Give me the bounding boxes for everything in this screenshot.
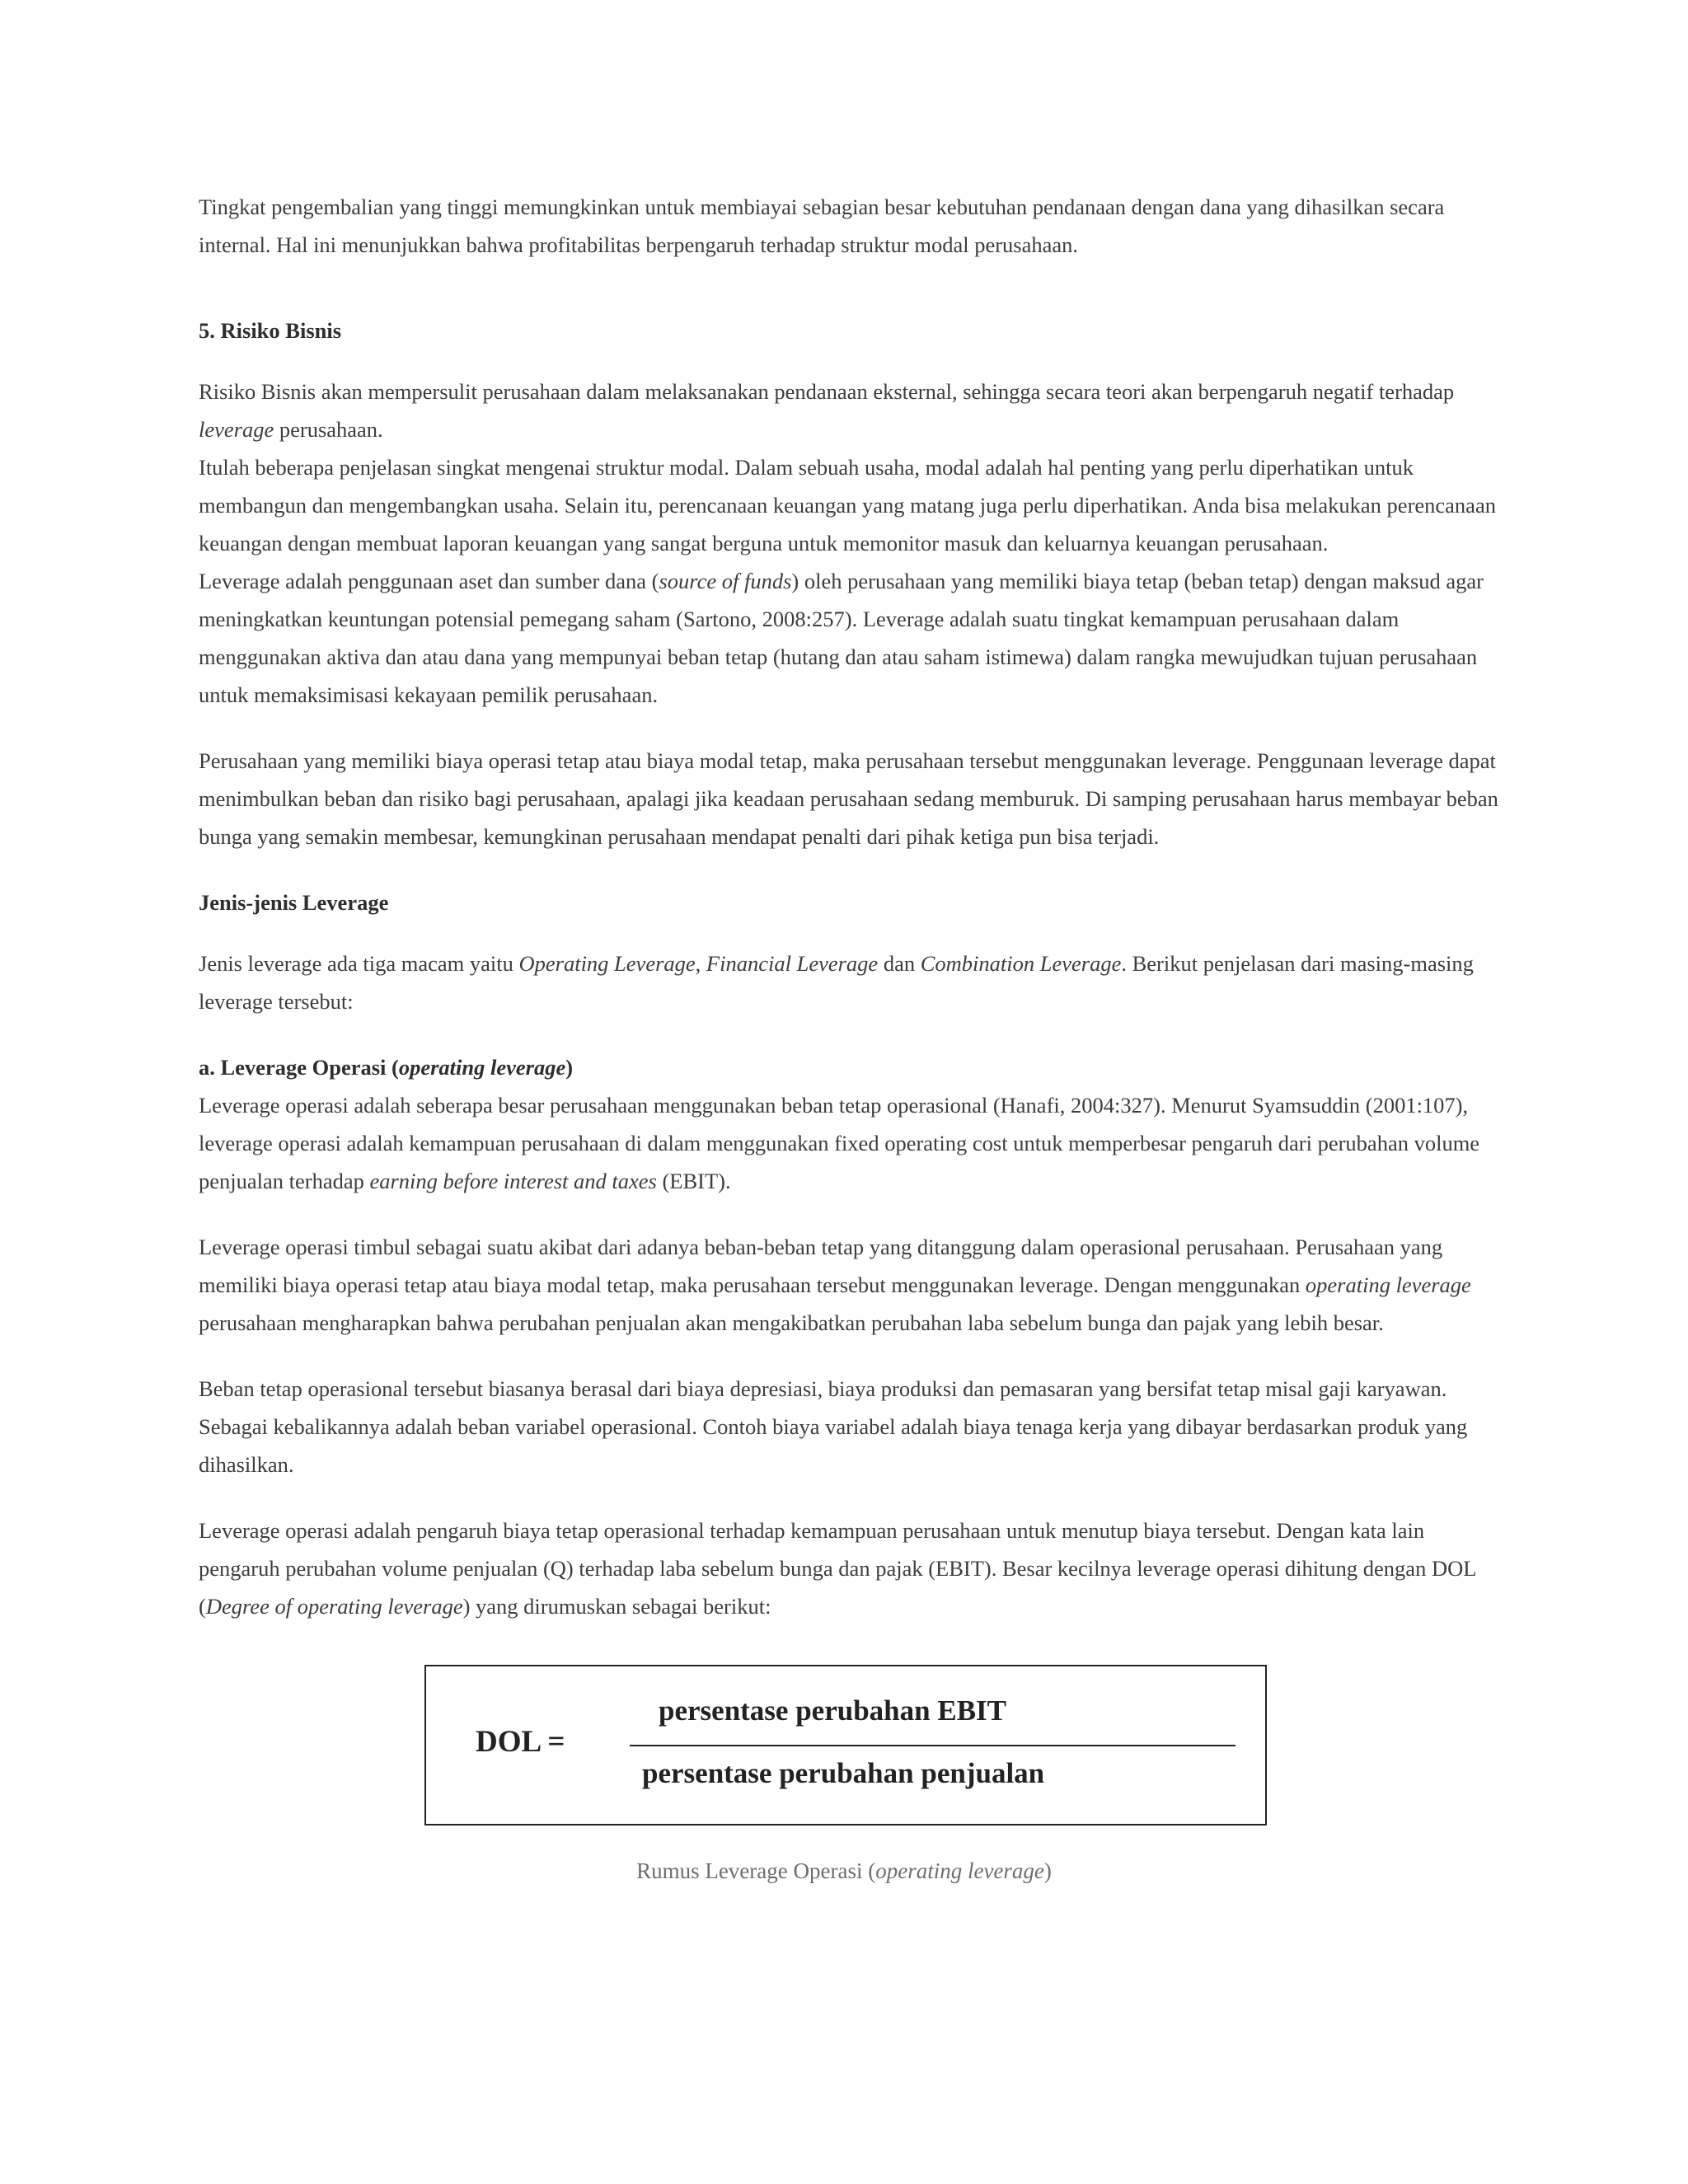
text: dan — [878, 951, 921, 976]
emphasis: Combination Leverage — [920, 951, 1122, 976]
heading-jenis-leverage: Jenis-jenis Leverage — [199, 890, 389, 915]
emphasis: earning before interest and taxes — [369, 1169, 657, 1193]
article-body — [199, 188, 1501, 1625]
heading-risiko-bisnis: 5. Risiko Bisnis — [199, 318, 342, 343]
emphasis: leverage — [199, 417, 274, 442]
formula-denominator: persentase perubahan penjualan — [642, 1757, 1045, 1789]
text: , — [695, 951, 706, 976]
text: Leverage operasi timbul sebagai suatu akibat dari adanya beban-beban tetap yang ditanggung dalam operasional perusahaan. Perusahaan yang memiliki biaya operasi tetap atau biaya modal tetap, maka perusahaan tersebut menggunakan leverage. Dengan menggunakan — [199, 1235, 1443, 1297]
paragraph-beban-tetap: Beban tetap operasional tersebut biasanya berasal dari biaya depresiasi, biaya produksi dan pemasaran yang bersifat tetap misal gaji karyawan. Sebagai kebalikannya adalah beban variabel operasional. Contoh biaya variabel adalah biaya tenaga kerja yang dibayar berdasarkan produk yang dihasilkan. — [199, 1376, 1468, 1477]
emphasis: operating leverage — [1305, 1272, 1471, 1297]
text: perusahaan mengharapkan bahwa perubahan penjualan akan mengakibatkan perubahan laba sebelum bunga dan pajak yang lebih besar. — [199, 1310, 1384, 1335]
text: perusahaan. — [274, 417, 383, 442]
text: Leverage adalah penggunaan aset dan sumber dana ( — [199, 569, 659, 593]
paragraph-profitabilitas: Tingkat pengembalian yang tinggi memungkinkan untuk membiayai sebagian besar kebutuhan pendanaan dengan dana yang dihasilkan secara internal. Hal ini menunjukkan bahwa profitabilitas berpengaruh terhadap struktur modal perusahaan. — [199, 194, 1445, 257]
text: . Berikut penjelasan dari masing-masing leverage tersebut: — [199, 951, 1474, 1014]
paragraph-definisi-leverage — [199, 562, 1501, 714]
emphasis: Financial Leverage — [706, 951, 879, 976]
emphasis: Degree of operating leverage — [205, 1594, 463, 1619]
paragraph-risiko-bisnis — [199, 373, 1501, 448]
paragraph-definisi-leverage-operasi — [199, 1086, 1501, 1200]
text: Leverage operasi adalah seberapa besar perusahaan menggunakan beban tetap operasional (Hanafi, 2004:327). Menurut Syamsuddin (2001:107), leverage operasi adalah kemampuan perusahaan di dalam menggunakan fixed operating cost untuk memperbesar pengaruh dari perubahan volume penjualan terhadap — [199, 1093, 1480, 1193]
text: Leverage operasi adalah pengaruh biaya tetap operasional terhadap kemampuan perusahaan untuk menutup biaya tersebut. Dengan kata lain pengaruh perubahan volume penjualan (Q) terhadap laba sebelum bunga dan pajak (EBIT). Besar kecilnya leverage operasi dihitung dengan DOL ( — [199, 1518, 1476, 1619]
paragraph-pengaruh-leverage-operasi — [199, 1511, 1501, 1625]
text: ) oleh perusahaan yang memiliki biaya tetap (beban tetap) dengan maksud agar meningkatkan keuntungan potensial pemegang saham (Sartono, 2008:257). Leverage adalah suatu tingkat kemampuan perusahaan dalam menggunakan aktiva dan atau dana yang mempunyai beban tetap (hutang dan atau saham istimewa) dalam rangka mewujudkan tujuan perusahaan untuk memaksimisasi kekayaan pemilik perusahaan. — [199, 569, 1484, 707]
text: a. Leverage Operasi ( — [199, 1055, 399, 1080]
text: Risiko Bisnis akan mempersulit perusahaan dalam melaksanakan pendanaan eksternal, sehingga secara teori akan berpengaruh negatif terhadap — [199, 379, 1455, 404]
text: (EBIT). — [656, 1169, 731, 1193]
formula-numerator: persentase perubahan EBIT — [659, 1694, 1007, 1727]
formula-caption — [0, 1858, 1688, 1884]
emphasis: Operating Leverage — [518, 951, 696, 976]
emphasis: operating leverage — [875, 1858, 1044, 1883]
text: ) — [565, 1055, 574, 1080]
text: ) — [1043, 1858, 1052, 1883]
paragraph-leverage-operasi-timbul — [199, 1228, 1501, 1342]
heading-leverage-operasi — [199, 1048, 1501, 1086]
paragraph-jenis-leverage — [199, 944, 1501, 1020]
text: Jenis leverage ada tiga macam yaitu — [199, 951, 519, 976]
text: Rumus Leverage Operasi ( — [636, 1858, 876, 1883]
emphasis: source of funds — [659, 569, 792, 593]
emphasis: operating leverage — [398, 1055, 566, 1080]
paragraph-penjelasan-struktur-modal: Itulah beberapa penjelasan singkat mengenai struktur modal. Dalam sebuah usaha, modal adalah hal penting yang perlu diperhatikan untuk membangun dan mengembangkan usaha. Selain itu, perencanaan keuangan yang matang juga perlu diperhatikan. Anda bisa melakukan perencanaan keuangan dengan membuat laporan keuangan yang sangat berguna untuk memonitor masuk dan keluarnya keuangan perusahaan. — [199, 455, 1496, 555]
paragraph-penggunaan-leverage: Perusahaan yang memiliki biaya operasi tetap atau biaya modal tetap, maka perusahaan tersebut menggunakan leverage. Penggunaan leverage dapat menimbulkan beban dan risiko bagi perusahaan, apalagi jika keadaan perusahaan sedang memburuk. Di samping perusahaan harus membayar beban bunga yang semakin membesar, kemungkinan perusahaan mendapat penalti dari pihak ketiga pun bisa terjadi. — [199, 748, 1498, 849]
formula-lhs: DOL = — [476, 1725, 565, 1759]
fraction-bar — [630, 1745, 1236, 1746]
dol-formula-image — [424, 1665, 1267, 1825]
text: ) yang dirumuskan sebagai berikut: — [462, 1594, 771, 1619]
